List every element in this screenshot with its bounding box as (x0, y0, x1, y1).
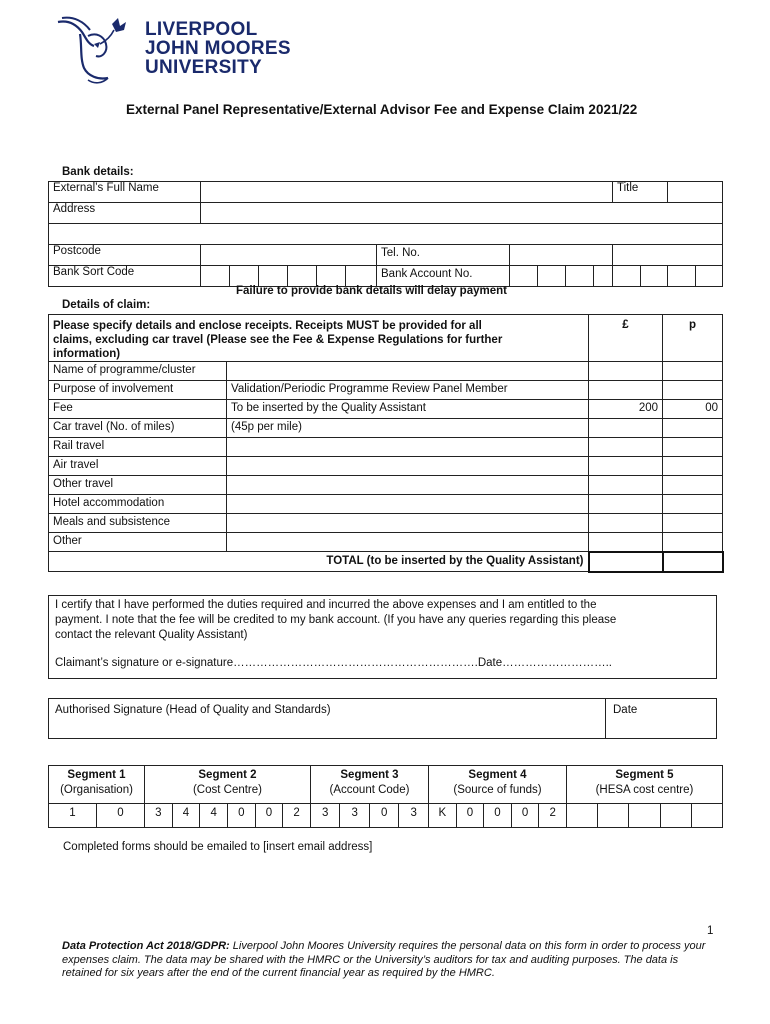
claim-row-pence[interactable] (663, 476, 723, 495)
claim-row-detail[interactable]: (45p per mile) (227, 419, 589, 438)
claim-row (49, 438, 723, 457)
bank-details-warning: Failure to provide bank details will delay payment (236, 285, 507, 297)
account-box[interactable] (668, 266, 696, 286)
claim-row-pounds[interactable]: 200 (589, 400, 663, 419)
segment-digit[interactable]: 4 (200, 804, 228, 828)
authorised-signature-label: Authorised Signature (Head of Quality and Standards) (55, 704, 331, 716)
claim-row-pence[interactable]: 00 (663, 400, 723, 419)
segment-digit[interactable]: 4 (172, 804, 200, 828)
instruction-line: information) (53, 348, 121, 360)
postcode-field[interactable] (201, 245, 377, 266)
segment-description: (HESA cost centre) (595, 784, 694, 796)
claim-row-pence[interactable] (663, 381, 723, 400)
certify-line: payment. I note that the fee will be credited to my bank account. (If you have any queries regarding this please (55, 614, 617, 626)
page-number: 1 (707, 925, 714, 937)
document-title: External Panel Representative/External Advisor Fee and Expense Claim 2021/22 (126, 102, 638, 117)
segment-name: Segment 2 (198, 769, 257, 781)
account-box[interactable] (566, 266, 594, 286)
claim-row (49, 400, 723, 419)
segment-name: Segment 1 (67, 769, 126, 781)
sort-code-box[interactable] (346, 266, 376, 286)
claim-row-detail[interactable] (227, 533, 589, 552)
sort-code-box[interactable] (230, 266, 259, 286)
sort-code-box[interactable] (317, 266, 346, 286)
segment-description: (Cost Centre) (192, 784, 262, 796)
segment-digit[interactable]: 2 (539, 804, 567, 828)
claim-details-heading: Details of claim: (62, 299, 151, 311)
sort-code-label: Bank Sort Code (49, 266, 201, 287)
claim-row-label: Fee (49, 400, 227, 419)
segment-digit[interactable]: 3 (340, 804, 370, 828)
segment-digit[interactable]: 0 (255, 804, 283, 828)
segment-header (145, 766, 311, 804)
bank-details-heading: Bank details: (62, 166, 134, 178)
sort-code-boxes[interactable] (201, 266, 377, 287)
claim-row-label: Other (49, 533, 227, 552)
claim-row-pounds[interactable] (589, 419, 663, 438)
segment-digit[interactable]: 1 (49, 804, 97, 828)
segment-codes (48, 765, 722, 828)
university-logo (54, 14, 314, 86)
account-label: Bank Account No. (377, 266, 510, 286)
sort-code-box[interactable] (201, 266, 230, 286)
address-field-2[interactable] (49, 224, 723, 245)
tel-label: Tel. No. (377, 245, 510, 265)
title-label: Title (613, 182, 668, 203)
segment-description: (Organisation) (60, 784, 133, 796)
segment-digit[interactable] (691, 804, 722, 828)
segment-header (567, 766, 723, 804)
authorised-signature-field[interactable] (51, 719, 601, 735)
segment-name: Segment 3 (340, 769, 399, 781)
total-pounds-field[interactable] (589, 552, 663, 572)
logo-line-1: LIVERPOOL (145, 19, 258, 40)
claim-row-detail[interactable] (227, 438, 589, 457)
segment-digit[interactable] (629, 804, 660, 828)
segment-header (310, 766, 428, 804)
data-protection-notice (62, 940, 712, 981)
claim-row (49, 362, 723, 381)
claim-row (49, 381, 723, 400)
claim-row-pounds[interactable] (589, 495, 663, 514)
segment-digit[interactable]: 0 (369, 804, 399, 828)
instruction-line: claims, excluding car travel (Please see the Fee & Expense Regulations for further (53, 334, 503, 346)
segment-header (49, 766, 145, 804)
logo-line-3: UNIVERSITY (145, 57, 263, 78)
segment-digit[interactable]: 2 (283, 804, 311, 828)
total-pence-field[interactable] (663, 552, 723, 572)
address-field-1[interactable] (201, 203, 723, 224)
claim-row (49, 514, 723, 533)
claim-row-pence[interactable] (663, 438, 723, 457)
segment-name: Segment 4 (468, 769, 527, 781)
segment-table (48, 765, 723, 828)
segment-digit[interactable]: K (429, 804, 457, 828)
pence-header: p (663, 315, 723, 362)
data-protection-heading: Data Protection Act 2018/GDPR: (62, 940, 230, 952)
tel-field-extended[interactable] (613, 245, 723, 266)
account-box-cell[interactable] (668, 266, 723, 287)
segment-digit[interactable]: 3 (310, 804, 340, 828)
claim-row-pounds[interactable] (589, 533, 663, 552)
tel-cell (377, 245, 613, 266)
segment-digit[interactable]: 3 (145, 804, 173, 828)
email-note: Completed forms should be emailed to [insert email address] (63, 841, 373, 853)
postcode-label: Postcode (49, 245, 201, 266)
pounds-header: £ (589, 315, 663, 362)
account-box[interactable] (641, 266, 667, 286)
claim-row-pounds[interactable] (589, 476, 663, 495)
segment-description: (Account Code) (329, 784, 410, 796)
claim-row-pounds[interactable] (589, 362, 663, 381)
total-label: TOTAL (to be inserted by the Quality Assistant) (49, 552, 589, 572)
instruction-line: Please specify details and enclose receipts. Receipts MUST be provided for all (53, 320, 482, 332)
segment-digit[interactable]: 0 (484, 804, 512, 828)
claim-row-label: Meals and subsistence (49, 514, 227, 533)
full-name-field[interactable] (201, 182, 613, 203)
claim-row-detail[interactable] (227, 514, 589, 533)
claim-row-pounds[interactable] (589, 438, 663, 457)
account-cell (377, 266, 613, 287)
segment-digit[interactable]: 0 (511, 804, 539, 828)
claim-row (49, 419, 723, 438)
claim-row-detail[interactable]: Validation/Periodic Programme Review Panel Member (227, 381, 589, 400)
account-box[interactable] (594, 266, 612, 286)
account-box[interactable] (696, 266, 722, 286)
claimant-signature-line[interactable]: Claimant’s signature or e-signature……………………………………………………….Date……………………….. (55, 657, 613, 669)
liver-bird-icon (54, 14, 138, 86)
claim-row-pounds[interactable] (589, 457, 663, 476)
address-label: Address (49, 203, 201, 224)
claim-row-pence[interactable] (663, 457, 723, 476)
authorised-signature-box (48, 698, 717, 739)
segment-digit[interactable]: 0 (97, 804, 145, 828)
bank-details-table (48, 181, 723, 287)
claim-row-label: Hotel accommodation (49, 495, 227, 514)
segment-digit[interactable] (567, 804, 598, 828)
sort-code-box[interactable] (288, 266, 317, 286)
claim-row-pounds[interactable] (589, 381, 663, 400)
claim-row-label: Car travel (No. of miles) (49, 419, 227, 438)
claim-row-pence[interactable] (663, 533, 723, 552)
tel-field[interactable] (510, 245, 612, 265)
claim-row-label: Rail travel (49, 438, 227, 457)
claim-row-pence[interactable] (663, 495, 723, 514)
logo-line-2: JOHN MOORES (145, 38, 291, 59)
claim-row-detail[interactable] (227, 457, 589, 476)
title-field[interactable] (668, 182, 723, 203)
certify-line: I certify that I have performed the duties required and incurred the above expenses and I am entitled to the (55, 599, 597, 611)
account-box[interactable] (510, 266, 538, 286)
segment-header (429, 766, 567, 804)
account-box[interactable] (538, 266, 566, 286)
claim-row-detail[interactable] (227, 495, 589, 514)
account-box[interactable] (613, 266, 641, 286)
claim-row-pence[interactable] (663, 514, 723, 533)
claim-row-label: Other travel (49, 476, 227, 495)
certification-box (48, 595, 717, 679)
claim-row-pence[interactable] (663, 362, 723, 381)
segment-digit[interactable]: 0 (456, 804, 484, 828)
claim-row-detail[interactable]: To be inserted by the Quality Assistant (227, 400, 589, 419)
segment-digit[interactable] (660, 804, 691, 828)
claim-row-pounds[interactable] (589, 514, 663, 533)
data-protection-text: Liverpool John Moores University requires the personal data on this form in order to process your expenses claim. The data may be shared with the HMRC or the University’s auditors for tax and auditing purposes. The data is retained for six years after the end of the current financial year as required by the HMRC. (62, 940, 706, 979)
claim-row-detail[interactable] (227, 476, 589, 495)
claim-row-label: Air travel (49, 457, 227, 476)
claim-row (49, 476, 723, 495)
claim-row (49, 495, 723, 514)
segment-digit[interactable]: 0 (227, 804, 255, 828)
claim-instructions (49, 315, 589, 362)
authorised-date-label: Date (613, 704, 638, 716)
segment-name: Segment 5 (615, 769, 674, 781)
sort-code-box[interactable] (259, 266, 288, 286)
certify-line: contact the relevant Quality Assistant) (55, 629, 248, 641)
claim-row (49, 457, 723, 476)
claim-row-label: Purpose of involvement (49, 381, 227, 400)
claim-row-pence[interactable] (663, 419, 723, 438)
claim-row-label: Name of programme/cluster (49, 362, 227, 381)
full-name-label: External’s Full Name (49, 182, 201, 203)
account-box-cell[interactable] (613, 266, 668, 287)
claim-table (48, 314, 724, 573)
claim-row (49, 533, 723, 552)
segment-digit[interactable] (598, 804, 629, 828)
segment-digit[interactable]: 3 (399, 804, 429, 828)
divider (605, 699, 606, 738)
segment-description: (Source of funds) (453, 784, 542, 796)
claim-row-detail[interactable] (227, 362, 589, 381)
